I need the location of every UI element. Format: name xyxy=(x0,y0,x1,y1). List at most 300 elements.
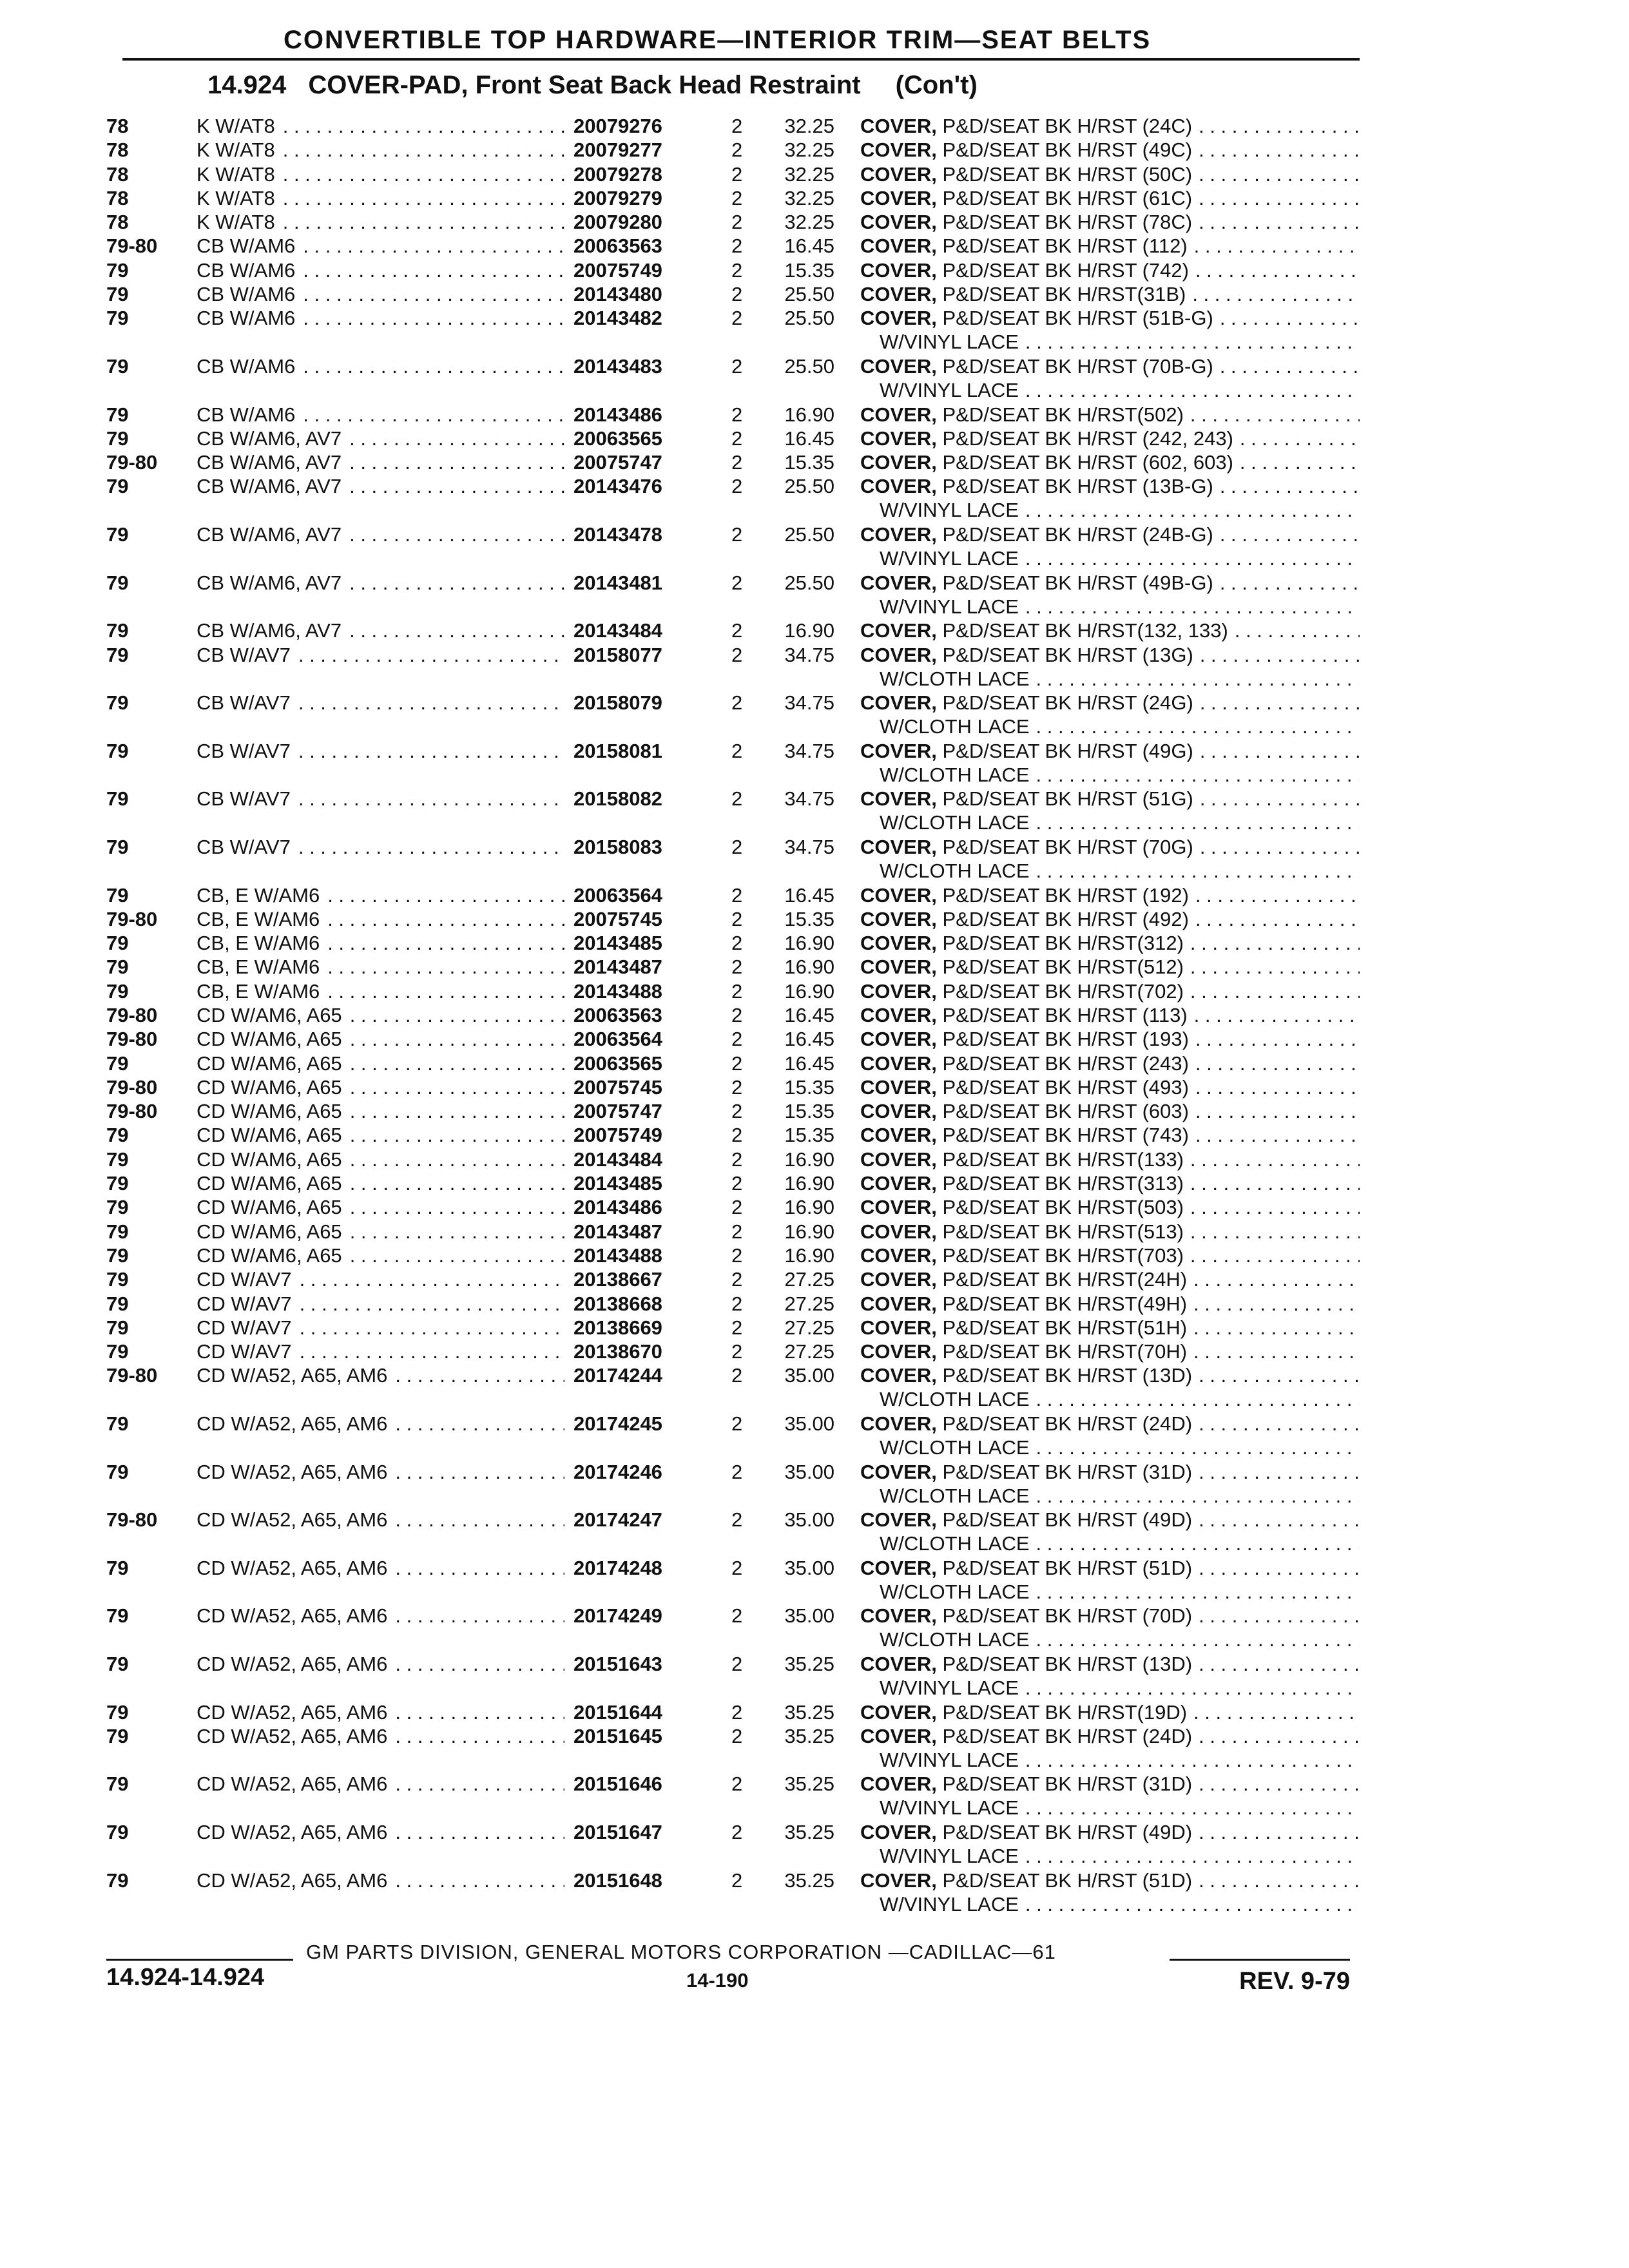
description-continuation-text: W/CLOTH LACE xyxy=(880,763,1030,786)
description-prefix: COVER, xyxy=(860,643,937,666)
dot-leader xyxy=(350,1244,564,1267)
table-row xyxy=(106,354,1360,403)
description-prefix: COVER, xyxy=(860,907,937,930)
description-detail: P&D/SEAT BK H/RST(132, 133) xyxy=(942,619,1228,642)
application-line xyxy=(197,979,574,1003)
dot-leader xyxy=(1200,739,1360,763)
table-row xyxy=(106,1148,1360,1171)
description-prefix: COVER, xyxy=(860,1700,937,1724)
application-line xyxy=(197,523,574,546)
description-continuation xyxy=(860,667,1360,691)
dot-leader xyxy=(350,1148,564,1171)
description-text xyxy=(860,306,1213,330)
description-line xyxy=(860,234,1360,258)
application-cell xyxy=(197,403,574,427)
quantity-cell: 2 xyxy=(731,1028,743,1051)
description-text xyxy=(860,931,1184,955)
model-year-cell: 79 xyxy=(106,619,129,642)
part-number-cell: 20158083 xyxy=(574,835,662,858)
application-line xyxy=(197,691,574,715)
part-number-cell: 20143487 xyxy=(574,1220,662,1243)
description-continuation xyxy=(860,595,1360,619)
application-line xyxy=(197,619,574,642)
quantity-cell: 2 xyxy=(731,883,743,907)
model-year-cell: 79 xyxy=(106,354,129,378)
application-cell xyxy=(197,1123,574,1147)
dot-leader xyxy=(303,354,564,378)
description-continuation xyxy=(860,1844,1360,1868)
dot-leader xyxy=(327,931,564,955)
description-text xyxy=(860,1820,1192,1844)
description-detail: P&D/SEAT BK H/RST(19D) xyxy=(942,1700,1188,1724)
application-text: CB W/AV7 xyxy=(197,787,291,811)
description-prefix: COVER, xyxy=(860,1003,937,1026)
model-year-cell: 79 xyxy=(106,1412,129,1436)
description-continuation-text: W/CLOTH LACE xyxy=(880,859,1030,882)
description-continuation-text: W/CLOTH LACE xyxy=(880,1388,1030,1411)
model-year-cell: 79 xyxy=(106,475,129,498)
dot-leader xyxy=(283,210,564,234)
application-line xyxy=(197,1292,574,1316)
price-cell: 27.25 xyxy=(784,1340,834,1363)
application-text: CB, E W/AM6 xyxy=(197,932,320,955)
description-prefix: COVER, xyxy=(860,283,937,306)
description-line xyxy=(860,1003,1360,1027)
dot-leader xyxy=(350,1027,564,1051)
description-detail: P&D/SEAT BK H/RST (70G) xyxy=(942,835,1193,858)
application-line xyxy=(197,643,574,667)
description-detail: P&D/SEAT BK H/RST (61C) xyxy=(942,186,1193,209)
footer-corporation: GM PARTS DIVISION, GENERAL MOTORS CORPORATION —CADILLAC—61 xyxy=(306,1941,1056,1963)
description-cell xyxy=(860,450,1360,474)
dot-leader xyxy=(1025,1796,1360,1820)
application-text: CB, E W/AM6 xyxy=(197,883,320,907)
description-line xyxy=(860,1075,1360,1099)
table-row xyxy=(106,114,1360,138)
application-text: CD W/AM6, A65 xyxy=(197,1124,342,1147)
description-prefix: COVER, xyxy=(860,235,937,258)
description-detail: P&D/SEAT BK H/RST (78C) xyxy=(942,211,1193,234)
description-continuation xyxy=(860,859,1360,883)
quantity-cell: 2 xyxy=(731,643,743,666)
table-row xyxy=(106,1075,1360,1099)
application-cell xyxy=(197,1244,574,1267)
application-cell xyxy=(197,1556,574,1604)
description-line xyxy=(860,1244,1360,1267)
dot-leader xyxy=(1195,1052,1360,1075)
footer-page-number: 14-190 xyxy=(686,1969,749,1992)
group-number: 14.924 xyxy=(207,71,287,99)
dot-leader xyxy=(1190,1220,1360,1244)
quantity-cell: 2 xyxy=(731,258,743,282)
model-year-cell: 79 xyxy=(106,1316,129,1339)
description-prefix: COVER, xyxy=(860,1196,937,1219)
dot-leader xyxy=(1195,1123,1360,1147)
description-text xyxy=(860,1052,1189,1075)
description-detail: P&D/SEAT BK H/RST (70D) xyxy=(942,1604,1193,1628)
description-cell xyxy=(860,210,1360,234)
description-text xyxy=(860,907,1189,931)
description-prefix: COVER, xyxy=(860,403,937,426)
price-cell: 16.45 xyxy=(784,1052,834,1075)
description-prefix: COVER, xyxy=(860,956,937,979)
description-cell xyxy=(860,571,1360,619)
description-text xyxy=(860,979,1184,1003)
quantity-cell: 2 xyxy=(731,1196,743,1219)
quantity-cell: 2 xyxy=(731,1075,743,1099)
application-line xyxy=(197,1604,574,1628)
price-cell: 34.75 xyxy=(784,691,834,715)
application-text: CB W/AM6 xyxy=(197,258,296,282)
application-text: CD W/A52, A65, AM6 xyxy=(197,1773,388,1796)
part-number-cell: 20174245 xyxy=(574,1412,662,1436)
table-row xyxy=(106,571,1360,619)
dot-leader xyxy=(1025,595,1360,619)
dot-leader xyxy=(1199,1820,1360,1844)
dot-leader xyxy=(1036,1387,1360,1411)
part-number-cell: 20143482 xyxy=(574,307,662,330)
description-cell xyxy=(860,114,1360,138)
model-year-cell: 79-80 xyxy=(106,1075,158,1099)
dot-leader xyxy=(283,162,564,186)
description-prefix: COVER, xyxy=(860,1724,937,1747)
application-line xyxy=(197,787,574,811)
description-text xyxy=(860,1027,1189,1051)
description-text xyxy=(860,1412,1192,1436)
part-number-cell: 20151647 xyxy=(574,1821,662,1844)
table-row xyxy=(106,1869,1360,1917)
part-number-cell: 20151644 xyxy=(574,1700,662,1724)
table-row xyxy=(106,1099,1360,1123)
price-cell: 15.35 xyxy=(784,1124,834,1147)
price-cell: 27.25 xyxy=(784,1292,834,1315)
quantity-cell: 2 xyxy=(731,1412,743,1436)
quantity-cell: 2 xyxy=(731,932,743,955)
price-cell: 34.75 xyxy=(784,739,834,762)
dot-leader xyxy=(350,1171,564,1195)
application-cell xyxy=(197,1724,574,1773)
dot-leader xyxy=(303,403,564,427)
quantity-cell: 2 xyxy=(731,1821,743,1844)
part-number-cell: 20138670 xyxy=(574,1340,662,1363)
quantity-cell: 2 xyxy=(731,1148,743,1171)
application-cell xyxy=(197,427,574,450)
model-year-cell: 79 xyxy=(106,1821,129,1844)
header-rule xyxy=(122,58,1360,61)
model-year-cell: 79 xyxy=(106,691,129,715)
dot-leader xyxy=(1025,378,1360,402)
application-cell xyxy=(197,1220,574,1244)
description-cell xyxy=(860,907,1360,931)
quantity-cell: 2 xyxy=(731,523,743,546)
description-line xyxy=(860,114,1360,138)
application-cell xyxy=(197,1363,574,1412)
model-year-cell: 79 xyxy=(106,956,129,979)
description-cell xyxy=(860,787,1360,835)
description-line xyxy=(860,138,1360,162)
description-continuation xyxy=(860,715,1360,738)
description-prefix: COVER, xyxy=(860,1340,937,1363)
description-continuation-text: W/CLOTH LACE xyxy=(880,1628,1030,1651)
dot-leader xyxy=(350,1220,564,1244)
dot-leader xyxy=(1200,691,1360,715)
model-year-cell: 79 xyxy=(106,1292,129,1315)
description-prefix: COVER, xyxy=(860,258,937,282)
description-cell xyxy=(860,1027,1360,1051)
price-cell: 35.25 xyxy=(784,1653,834,1675)
application-text: CB, E W/AM6 xyxy=(197,979,320,1003)
dot-leader xyxy=(395,1363,564,1387)
application-text: CD W/AM6, A65 xyxy=(197,1028,342,1051)
dot-leader xyxy=(1220,474,1360,498)
model-year-cell: 79-80 xyxy=(106,1508,158,1532)
description-continuation-text: W/CLOTH LACE xyxy=(880,1484,1030,1507)
part-number-cell: 20158079 xyxy=(574,691,662,715)
application-text: CB W/AM6 xyxy=(197,235,296,258)
part-number-cell: 20079276 xyxy=(574,115,662,137)
description-detail: P&D/SEAT BK H/RST(313) xyxy=(942,1172,1184,1195)
part-number-cell: 20075747 xyxy=(574,1100,662,1123)
model-year-cell: 79-80 xyxy=(106,235,158,258)
application-text: CD W/AM6, A65 xyxy=(197,1172,342,1195)
description-line xyxy=(860,162,1360,186)
application-line xyxy=(197,1123,574,1147)
description-text xyxy=(860,427,1233,450)
dot-leader xyxy=(1036,1628,1360,1651)
description-line xyxy=(860,1340,1360,1363)
application-text: CD W/A52, A65, AM6 xyxy=(197,1556,388,1579)
price-cell: 32.25 xyxy=(784,115,834,137)
dot-leader xyxy=(395,1508,564,1532)
price-cell: 16.45 xyxy=(784,235,834,258)
model-year-cell: 79 xyxy=(106,835,129,858)
price-cell: 16.90 xyxy=(784,1244,834,1267)
application-line xyxy=(197,1267,574,1291)
description-continuation-text: W/VINYL LACE xyxy=(880,378,1019,401)
model-year-cell: 78 xyxy=(106,186,129,209)
description-continuation-text: W/VINYL LACE xyxy=(880,547,1019,570)
dot-leader xyxy=(1193,1316,1360,1340)
dot-leader xyxy=(1240,427,1360,450)
dot-leader xyxy=(395,1724,564,1748)
price-cell: 35.00 xyxy=(784,1364,834,1387)
description-cell xyxy=(860,1099,1360,1123)
application-line xyxy=(197,571,574,595)
table-row xyxy=(106,427,1360,450)
description-cell xyxy=(860,282,1360,306)
description-detail: P&D/SEAT BK H/RST (24D) xyxy=(942,1724,1193,1747)
description-line xyxy=(860,1171,1360,1195)
application-line xyxy=(197,1220,574,1244)
price-cell: 35.00 xyxy=(784,1556,834,1579)
application-text: CD W/A52, A65, AM6 xyxy=(197,1364,388,1387)
description-cell xyxy=(860,1003,1360,1027)
description-prefix: COVER, xyxy=(860,932,937,955)
part-number-cell: 20143488 xyxy=(574,1244,662,1267)
dot-leader xyxy=(1194,234,1360,258)
dot-leader xyxy=(395,1604,564,1628)
application-cell xyxy=(197,979,574,1003)
description-line xyxy=(860,450,1360,474)
description-cell xyxy=(860,1460,1360,1508)
description-prefix: COVER, xyxy=(860,139,937,162)
application-line xyxy=(197,931,574,955)
table-row xyxy=(106,1652,1360,1700)
description-prefix: COVER, xyxy=(860,115,937,137)
description-cell xyxy=(860,1195,1360,1219)
dot-leader xyxy=(1199,1652,1360,1676)
quantity-cell: 2 xyxy=(731,186,743,209)
quantity-cell: 2 xyxy=(731,1700,743,1724)
application-line xyxy=(197,474,574,498)
description-line xyxy=(860,1099,1360,1123)
dot-leader xyxy=(1025,546,1360,570)
part-number-cell: 20174249 xyxy=(574,1604,662,1628)
description-text xyxy=(860,1508,1192,1532)
application-text: CB W/AM6 xyxy=(197,283,296,306)
description-line xyxy=(860,1267,1360,1291)
part-number-cell: 20143486 xyxy=(574,403,662,426)
part-number-cell: 20079278 xyxy=(574,162,662,186)
quantity-cell: 2 xyxy=(731,115,743,137)
description-continuation xyxy=(860,1748,1360,1772)
description-cell xyxy=(860,1412,1360,1460)
description-line xyxy=(860,474,1360,498)
part-number-cell: 20138667 xyxy=(574,1268,662,1291)
application-cell xyxy=(197,787,574,835)
description-prefix: COVER, xyxy=(860,1604,937,1628)
description-prefix: COVER, xyxy=(860,427,937,450)
table-row xyxy=(106,306,1360,354)
description-cell xyxy=(860,739,1360,787)
description-cell xyxy=(860,691,1360,739)
description-cell xyxy=(860,1700,1360,1724)
description-detail: P&D/SEAT BK H/RST (742) xyxy=(942,258,1189,282)
description-cell xyxy=(860,306,1360,354)
dot-leader xyxy=(1036,1532,1360,1555)
table-row xyxy=(106,1820,1360,1869)
table-row xyxy=(106,186,1360,210)
description-detail: P&D/SEAT BK H/RST (49B-G) xyxy=(942,571,1213,594)
part-number-cell: 20143484 xyxy=(574,1148,662,1171)
description-line xyxy=(860,1820,1360,1844)
table-row xyxy=(106,931,1360,955)
table-row xyxy=(106,1556,1360,1604)
table-row xyxy=(106,1267,1360,1291)
application-line xyxy=(197,739,574,763)
dot-leader xyxy=(298,691,564,715)
description-line xyxy=(860,1772,1360,1796)
application-cell xyxy=(197,1652,574,1700)
dot-leader xyxy=(349,427,564,450)
quantity-cell: 2 xyxy=(731,475,743,498)
model-year-cell: 79 xyxy=(106,1268,129,1291)
application-line xyxy=(197,306,574,330)
description-prefix: COVER, xyxy=(860,1220,937,1243)
description-cell xyxy=(860,234,1360,258)
application-text: CB W/AV7 xyxy=(197,739,291,762)
price-cell: 16.90 xyxy=(784,932,834,955)
description-detail: P&D/SEAT BK H/RST (24G) xyxy=(942,691,1193,715)
description-cell xyxy=(860,1075,1360,1099)
model-year-cell: 79-80 xyxy=(106,1364,158,1387)
description-prefix: COVER, xyxy=(860,162,937,186)
dot-leader xyxy=(349,474,564,498)
dot-leader xyxy=(1194,1003,1360,1027)
quantity-cell: 2 xyxy=(731,787,743,811)
application-text: CD W/AM6, A65 xyxy=(197,1100,342,1123)
description-cell xyxy=(860,955,1360,979)
price-cell: 35.00 xyxy=(784,1460,834,1483)
table-row xyxy=(106,1052,1360,1075)
quantity-cell: 2 xyxy=(731,1003,743,1026)
dot-leader xyxy=(1199,114,1360,138)
description-text xyxy=(860,1003,1188,1027)
description-prefix: COVER, xyxy=(860,1028,937,1051)
page-header xyxy=(122,24,1360,61)
dot-leader xyxy=(1199,1363,1360,1387)
quantity-cell: 2 xyxy=(731,979,743,1003)
description-prefix: COVER, xyxy=(860,1773,937,1796)
description-detail: P&D/SEAT BK H/RST (70B-G) xyxy=(942,354,1213,378)
price-cell: 25.50 xyxy=(784,523,834,546)
application-cell xyxy=(197,1195,574,1219)
quantity-cell: 2 xyxy=(731,835,743,858)
description-text xyxy=(860,1340,1187,1363)
part-number-cell: 20151646 xyxy=(574,1773,662,1796)
description-text xyxy=(860,1171,1184,1195)
price-cell: 25.50 xyxy=(784,475,834,498)
quantity-cell: 2 xyxy=(731,1364,743,1387)
description-detail: P&D/SEAT BK H/RST (13B-G) xyxy=(942,475,1213,498)
part-number-cell: 20138668 xyxy=(574,1292,662,1315)
price-cell: 32.25 xyxy=(784,186,834,209)
description-text xyxy=(860,835,1193,859)
application-line xyxy=(197,1724,574,1748)
dot-leader xyxy=(1190,1148,1360,1171)
description-cell xyxy=(860,162,1360,186)
description-continuation xyxy=(860,1892,1360,1916)
description-text xyxy=(860,1460,1192,1484)
application-cell xyxy=(197,306,574,354)
dot-leader xyxy=(1195,258,1360,282)
description-text xyxy=(860,955,1184,979)
quantity-cell: 2 xyxy=(731,1292,743,1315)
description-cell xyxy=(860,523,1360,571)
description-detail: P&D/SEAT BK H/RST (113) xyxy=(942,1003,1188,1026)
price-cell: 16.90 xyxy=(784,619,834,642)
page-footer xyxy=(106,1933,1353,2010)
description-line xyxy=(860,1869,1360,1892)
application-text: CB W/AV7 xyxy=(197,691,291,715)
description-cell xyxy=(860,258,1360,282)
quantity-cell: 2 xyxy=(731,1340,743,1363)
description-text xyxy=(860,1869,1192,1892)
description-detail: P&D/SEAT BK H/RST (603) xyxy=(942,1100,1189,1123)
description-text xyxy=(860,1123,1189,1147)
description-detail: P&D/SEAT BK H/RST (31D) xyxy=(942,1460,1193,1483)
application-text: CB W/AM6 xyxy=(197,403,296,426)
table-row xyxy=(106,1508,1360,1556)
description-line xyxy=(860,739,1360,763)
quantity-cell: 2 xyxy=(731,1220,743,1243)
description-detail: P&D/SEAT BK H/RST (51D) xyxy=(942,1556,1193,1579)
dot-leader xyxy=(303,234,564,258)
description-text xyxy=(860,787,1193,811)
dot-leader xyxy=(1036,1436,1360,1459)
part-number-cell: 20138669 xyxy=(574,1316,662,1339)
model-year-cell: 79 xyxy=(106,1340,129,1363)
